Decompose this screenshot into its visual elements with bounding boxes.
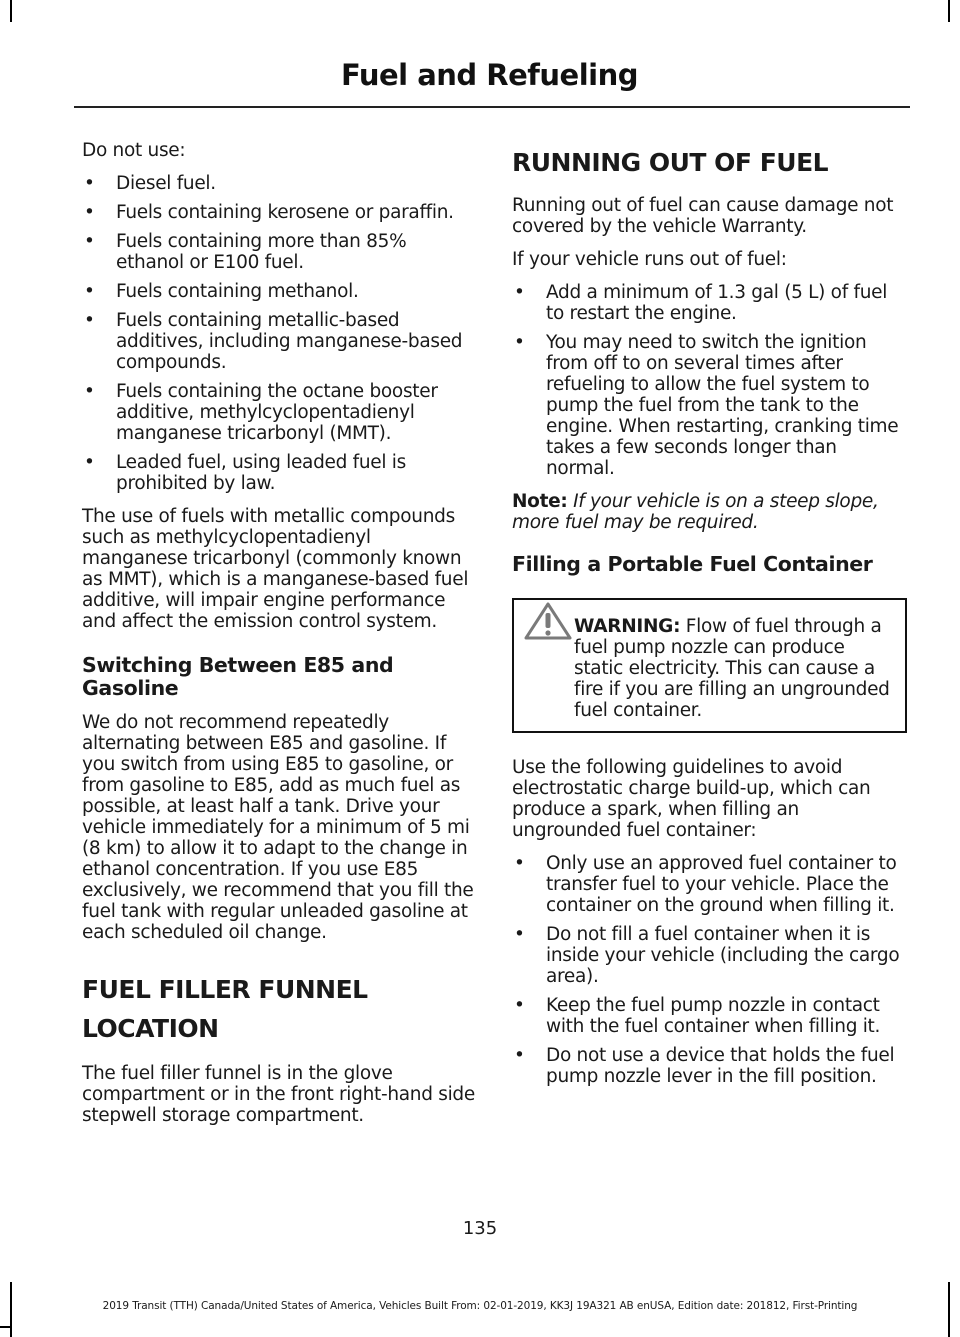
page-footer: 2019 Transit (TTH) Canada/United States of America, Vehicles Built From: 02-01-2019, KK3J 19A321 AB enUSA, Edition date: 201812, First-Printing [102, 1300, 858, 1312]
warning-label: WARNING: [574, 616, 681, 637]
warning-triangle-icon [518, 602, 574, 640]
warning-box [512, 598, 907, 733]
note-text: If your vehicle is on a steep slope, more fuel may be required. [512, 491, 879, 533]
bullet-icon: • [514, 995, 525, 1016]
bullet-icon: • [514, 853, 525, 874]
right-column [512, 140, 907, 1099]
portable-container-heading: Filling a Portable Fuel Container [512, 552, 873, 576]
crop-mark-bottom-left-h [0, 1326, 12, 1328]
switching-paragraph: We do not recommend repeatedly alternating between E85 and gasoline. If you switch from using E85 to gasoline, or from gasoline to E85, add as much fuel as possible, at least half a tank. Drive your vehicle immediately for a minimum of 5 mi (8 km) to allow it to adapt to the change in ethanol concentration. If you use E85 exclusively, we recommend that you fill the fuel tank with regular unleaded gasoline at each scheduled oil change. [82, 712, 474, 943]
list-item: • You may need to switch the ignition from off to on several times after refueling to allow the fuel system to pump the fuel from the tank to the engine. When restarting, cranking time takes a few seconds longer than normal. [514, 332, 899, 479]
warning-text: Flow of fuel through a fuel pump nozzle can produce static electricity. This can cause a fire if you are filling an ungrounded fuel container. [574, 616, 890, 721]
bullet-icon: • [514, 924, 525, 945]
list-item: • Leaded fuel, using leaded fuel is prohibited by law. [84, 452, 406, 494]
funnel-heading-line-1: FUEL FILLER FUNNEL [82, 975, 368, 1004]
bullet-icon: • [84, 310, 95, 331]
bullet-icon: • [514, 1045, 525, 1066]
guidelines-paragraph: Use the following guidelines to avoid electrostatic charge build-up, which can produce a spark, when filling an ungrounded fuel container: [512, 757, 871, 841]
list-item: • Fuels containing more than 85% ethanol or E100 fuel. [84, 231, 407, 273]
mmt-paragraph: The use of fuels with metallic compounds such as methylcyclopentadienyl manganese tricarbonyl (commonly known as MMT), which is a manganese-based fuel additive, will impair engine performance and affect the emission control system. [82, 506, 469, 632]
bullet-icon: • [84, 202, 95, 223]
bullet-icon: • [84, 231, 95, 252]
bullet-icon: • [514, 282, 525, 303]
list-item: • Fuels containing the octane booster additive, methylcyclopentadienyl manganese tricarbonyl (MMT). [84, 381, 438, 444]
bullet-icon: • [84, 381, 95, 402]
list-item: • Do not fill a fuel container when it is inside your vehicle (including the cargo area). [514, 924, 900, 987]
bullet-icon: • [84, 281, 95, 302]
warning-content [522, 616, 897, 721]
left-column [82, 140, 477, 1138]
switching-heading: Switching Between E85 and Gasoline [82, 653, 394, 700]
crop-mark-top-right-v [948, 0, 950, 22]
running-out-heading: RUNNING OUT OF FUEL [512, 148, 829, 177]
running-out-paragraph: Running out of fuel can cause damage not covered by the vehicle Warranty. [512, 195, 894, 237]
list-item: • Only use an approved fuel container to transfer fuel to your vehicle. Place the container on the ground when filling it. [514, 853, 897, 916]
funnel-heading-line-2: LOCATION [82, 1014, 219, 1043]
guidelines-list [512, 853, 907, 1087]
crop-mark-top-left-v [10, 0, 12, 22]
page-header-title: Fuel and Refueling [340, 58, 638, 92]
bullet-icon: • [84, 173, 95, 194]
note [512, 491, 907, 533]
note-label: Note: [512, 491, 568, 512]
runs-out-list [512, 282, 907, 479]
list-item: • Do not use a device that holds the fuel pump nozzle lever in the fill position. [514, 1045, 895, 1087]
list-item: • Keep the fuel pump nozzle in contact with the fuel container when filling it. [514, 995, 881, 1037]
bullet-icon: • [84, 452, 95, 473]
list-item: • Add a minimum of 1.3 gal (5 L) of fuel to restart the engine. [514, 282, 888, 324]
list-item: • Fuels containing methanol. [84, 281, 359, 302]
page-number: 135 [462, 1218, 498, 1239]
list-item: • Diesel fuel. [84, 173, 216, 194]
funnel-paragraph: The fuel filler funnel is in the glove compartment or in the front right-hand side stepwell storage compartment. [82, 1063, 475, 1126]
list-item: • Fuels containing kerosene or paraffin. [84, 202, 454, 223]
runs-out-intro: If your vehicle runs out of fuel: [512, 249, 787, 270]
header-divider [74, 106, 910, 108]
bullet-icon: • [514, 332, 525, 353]
list-item: • Fuels containing metallic-based additives, including manganese-based compounds. [84, 310, 463, 373]
do-not-use-intro: Do not use: [82, 140, 186, 161]
do-not-use-list [82, 173, 477, 494]
